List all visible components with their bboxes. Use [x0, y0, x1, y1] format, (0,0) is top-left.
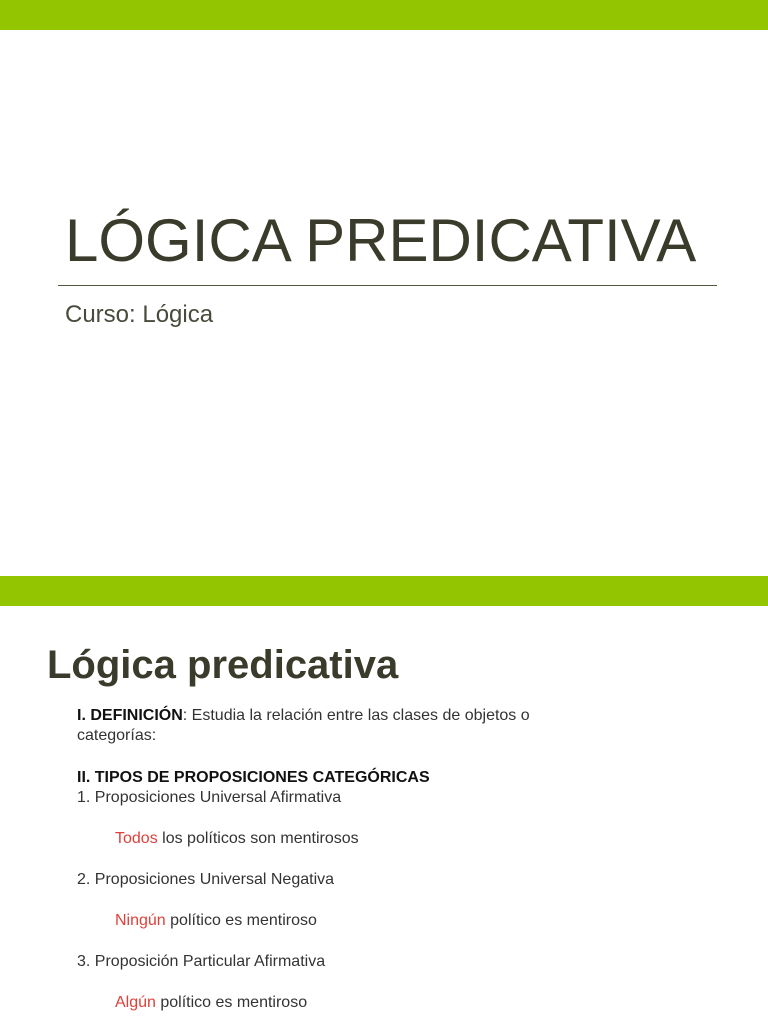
item-title-2: 2. Proposiciones Universal Negativa — [77, 871, 335, 888]
definition-label: I. DEFINICIÓN — [77, 707, 183, 724]
section-heading: II. TIPOS DE PROPOSICIONES CATEGÓRICAS — [77, 769, 430, 786]
item-example-1 — [115, 829, 359, 849]
quantifier-3: Algún — [115, 994, 156, 1011]
item-example-3 — [115, 993, 307, 1013]
content-slide — [0, 576, 768, 1024]
quantifier-2: Ningún — [115, 912, 166, 929]
slide-subtitle: Curso: Lógica — [65, 301, 214, 328]
example-text-2: político es mentiroso — [165, 912, 317, 929]
quantifier-1: Todos — [115, 830, 158, 847]
definition-text: : Estudia la relación entre las clases de objetos o categorías: — [77, 707, 530, 744]
example-text-1: los políticos son mentirosos — [157, 830, 359, 847]
top-accent-bar — [0, 0, 768, 30]
content-accent-bar — [0, 576, 768, 606]
title-divider — [58, 285, 717, 286]
definition-paragraph — [77, 706, 577, 746]
item-title-1: 1. Proposiciones Universal Afirmativa — [77, 789, 342, 806]
example-text-3: político es mentiroso — [155, 994, 308, 1011]
content-title: Lógica predicativa — [47, 643, 399, 687]
slide-title: LÓGICA PREDICATIVA — [65, 207, 697, 274]
item-title-3: 3. Proposición Particular Afirmativa — [77, 953, 326, 970]
item-example-2 — [115, 911, 317, 931]
